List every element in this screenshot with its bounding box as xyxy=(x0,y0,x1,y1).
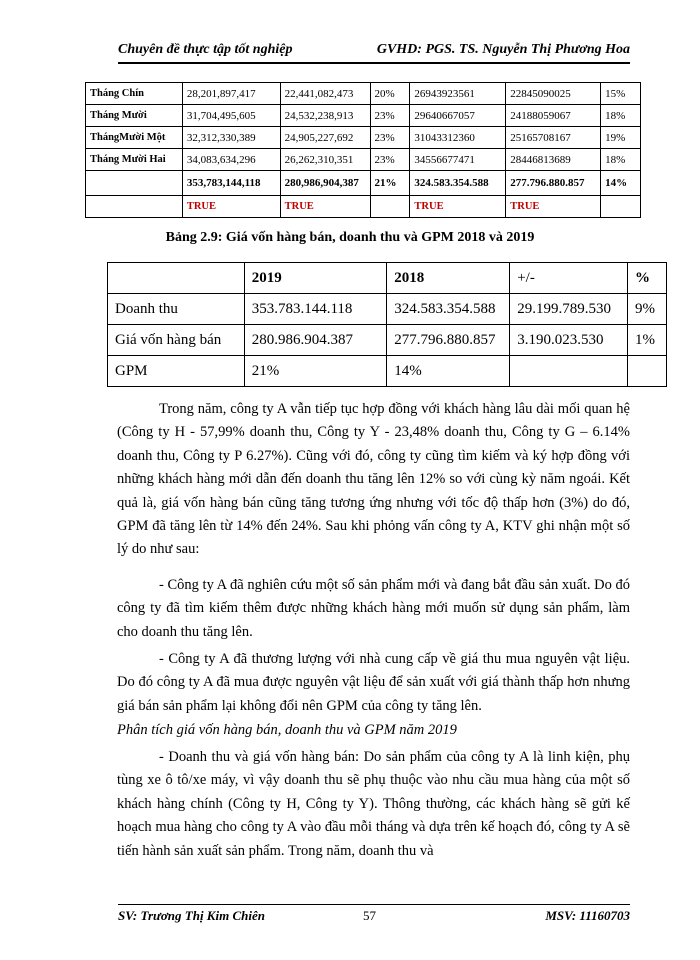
total-cell: 280,986,904,387 xyxy=(280,171,370,196)
cell: 18% xyxy=(601,105,641,127)
header-2019: 2019 xyxy=(244,263,387,294)
cell: 280.986.904.387 xyxy=(244,325,387,356)
table-header-row xyxy=(108,263,667,294)
total-cell: 353,783,144,118 xyxy=(182,171,280,196)
paragraph-3: - Công ty A đã thương lượng với nhà cung cấp về giá thu mua nguyên vật liệu. Do đó công ty A đã mua được nguyên vật liệu để sản xuất với giá thành thấp hơn nhưng giá bán sản phẩm lại không đổi nên GPM của công ty tăng lên. xyxy=(117,651,630,714)
cell xyxy=(601,196,641,218)
total-cell: 21% xyxy=(370,171,410,196)
cell: 15% xyxy=(601,83,641,105)
cell xyxy=(86,196,183,218)
cell: 22845090025 xyxy=(506,83,601,105)
total-cell: 324.583.354.588 xyxy=(410,171,506,196)
cell: 3.190.023.530 xyxy=(510,325,628,356)
paragraph-2: - Công ty A đã nghiên cứu một số sản phẩm mới và đang bắt đầu sản xuất. Do đó công ty đã tìm kiếm thêm được những khách hàng mới muốn sử dụng sản phẩm, làm cho doanh thu tăng lên. xyxy=(117,577,630,640)
table-row xyxy=(86,105,641,127)
cell: 26943923561 xyxy=(410,83,506,105)
cell: 324.583.354.588 xyxy=(387,294,510,325)
check-row xyxy=(86,196,641,218)
cell: 28,201,897,417 xyxy=(182,83,280,105)
cell: 23% xyxy=(370,149,410,171)
cell: 31043312360 xyxy=(410,127,506,149)
cell: 9% xyxy=(628,294,667,325)
table-row xyxy=(86,127,641,149)
row-label: Giá vốn hàng bán xyxy=(108,325,245,356)
header-supervisor: GVHD: PGS. TS. Nguyễn Thị Phương Hoa xyxy=(376,42,630,57)
cell: 1% xyxy=(628,325,667,356)
cell: 24,905,227,692 xyxy=(280,127,370,149)
total-cell: 14% xyxy=(601,171,641,196)
header-2018: 2018 xyxy=(387,263,510,294)
header-pct: % xyxy=(628,263,667,294)
cell xyxy=(510,356,628,387)
cell: 31,704,495,605 xyxy=(182,105,280,127)
cell xyxy=(370,196,410,218)
table-row xyxy=(108,325,667,356)
cell: 24,532,238,913 xyxy=(280,105,370,127)
cell: 34,083,634,296 xyxy=(182,149,280,171)
table-row xyxy=(108,356,667,387)
paragraph-4: - Doanh thu và giá vốn hàng bán: Do sản phẩm của công ty A là linh kiện, phụ tùng xe ô tô/xe máy, vì vậy doanh thu sẽ phụ thuộc vào nhu cầu mua hàng của một số khách hàng chính (Công ty H, Công ty Y). Thông thường, các khách hàng sẽ gửi kế hoạch mua hàng cho công ty A vào đầu mỗi tháng và dựa trên kế hoạch đó, công ty A sẽ tiến hành sản xuất sản phẩm. Trong năm, doanh thu và xyxy=(117,749,630,859)
row-label: Tháng Chín xyxy=(86,83,183,105)
check-cell: TRUE xyxy=(280,196,370,218)
cell: 277.796.880.857 xyxy=(387,325,510,356)
cell: 21% xyxy=(244,356,387,387)
cell: 32,312,330,389 xyxy=(182,127,280,149)
totals-row xyxy=(86,171,641,196)
page-number: 57 xyxy=(363,908,376,923)
cell: 23% xyxy=(370,105,410,127)
paragraph-1: Trong năm, công ty A vẫn tiếp tục hợp đồng với khách hàng lâu dài mối quan hệ (Công ty H - 57,99% doanh thu, Công ty Y - 23,48% doanh thu, Công ty G – 6.14% doanh thu, Công ty P 6.27%). Cũng với đó, công ty cũng tìm kiếm và ký hợp đồng với những khách hàng mới dẫn đến doanh thu tăng lên 12% so với cùng kỳ năm ngoái. Kết quả là, giá vốn hàng bán cũng tăng tương ứng nhưng với tốc độ thấp hơn (3%) do đó, GPM đã tăng lên từ 14% đến 24%. Sau khi phỏng vấn công ty A, KTV ghi nhận một số lý do như sau: xyxy=(117,401,630,558)
page-footer xyxy=(118,904,630,923)
cell: 22,441,082,473 xyxy=(280,83,370,105)
monthly-table xyxy=(85,82,641,218)
cell: 34556677471 xyxy=(410,149,506,171)
table-row xyxy=(108,294,667,325)
check-cell: TRUE xyxy=(506,196,601,218)
header-diff: +/- xyxy=(510,263,628,294)
row-label: Tháng Mười Hai xyxy=(86,149,183,171)
row-label: Doanh thu xyxy=(108,294,245,325)
summary-table xyxy=(107,262,667,387)
table-row xyxy=(86,83,641,105)
cell: 18% xyxy=(601,149,641,171)
table-caption: Bảng 2.9: Giá vốn hàng bán, doanh thu và GPM 2018 và 2019 xyxy=(165,230,535,245)
section-title: Phân tích giá vốn hàng bán, doanh thu và GPM năm 2019 xyxy=(117,722,457,738)
total-cell: 277.796.880.857 xyxy=(506,171,601,196)
cell: 29.199.789.530 xyxy=(510,294,628,325)
cell: 20% xyxy=(370,83,410,105)
cell: 29640667057 xyxy=(410,105,506,127)
cell xyxy=(86,171,183,196)
cell: 24188059067 xyxy=(506,105,601,127)
cell: 14% xyxy=(387,356,510,387)
cell: 28446813689 xyxy=(506,149,601,171)
page-header xyxy=(118,38,630,64)
check-cell: TRUE xyxy=(182,196,280,218)
cell: 26,262,310,351 xyxy=(280,149,370,171)
footer-student: SV: Trương Thị Kim Chiên xyxy=(118,908,265,923)
header-course-title: Chuyên đề thực tập tốt nghiệp xyxy=(118,42,293,57)
cell: 25165708167 xyxy=(506,127,601,149)
check-cell: TRUE xyxy=(410,196,506,218)
footer-student-id: MSV: 11160703 xyxy=(545,908,630,923)
row-label: GPM xyxy=(108,356,245,387)
cell xyxy=(628,356,667,387)
cell: 23% xyxy=(370,127,410,149)
cell: 19% xyxy=(601,127,641,149)
table-row xyxy=(86,149,641,171)
cell: 353.783.144.118 xyxy=(244,294,387,325)
row-label: ThángMười Một xyxy=(86,127,183,149)
row-label: Tháng Mười xyxy=(86,105,183,127)
cell xyxy=(108,263,245,294)
